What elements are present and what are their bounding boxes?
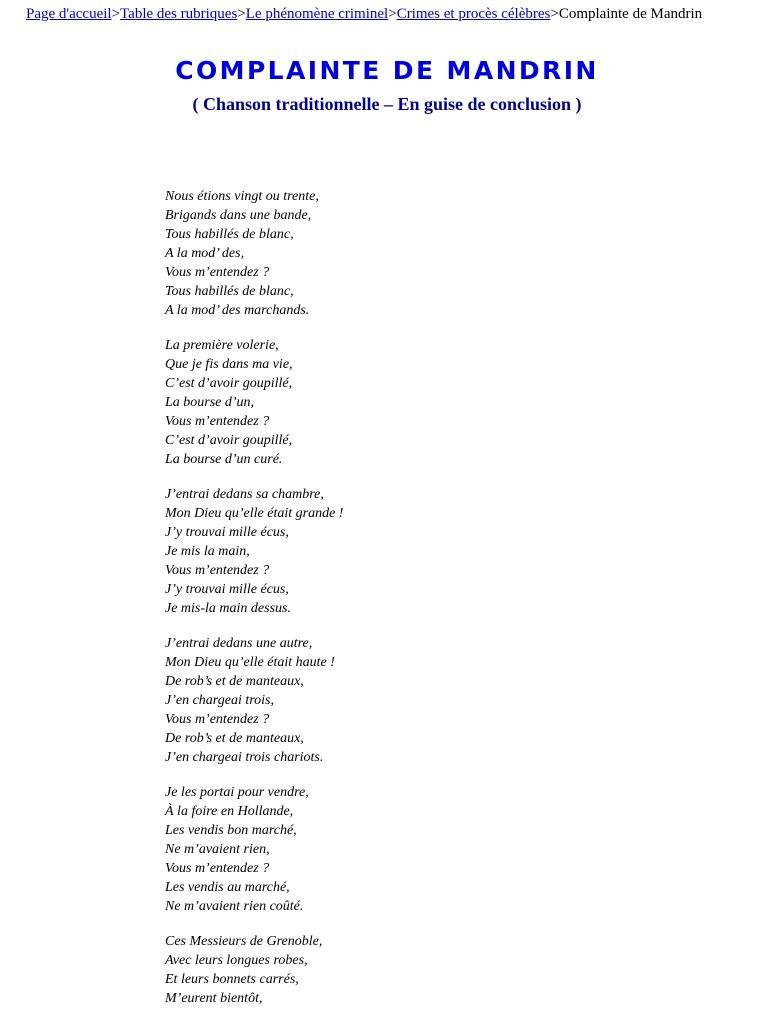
- poem-line: Les vendis au marché,: [165, 880, 290, 895]
- poem-line: La première volerie,: [165, 338, 279, 353]
- poem-line: Mon Dieu qu’elle était haute !: [165, 655, 335, 670]
- poem-line: Vous m’entendez ?: [165, 563, 270, 578]
- poem-line: Tous habillés de blanc,: [165, 227, 294, 242]
- poem-line: J’y trouvai mille écus,: [165, 525, 289, 540]
- page-subtitle: ( Chanson traditionnelle – En guise de conclusion ): [192, 94, 582, 114]
- poem-stanza: [165, 932, 343, 1008]
- poem-line: J’entrai dedans une autre,: [165, 636, 313, 651]
- breadcrumb-separator: >: [550, 6, 559, 22]
- poem-line: Je les portai pour vendre,: [165, 785, 309, 800]
- poem-stanza: [165, 485, 343, 618]
- poem-line: Vous m’entendez ?: [165, 414, 270, 429]
- poem-line: La bourse d’un,: [165, 395, 255, 410]
- breadcrumb-link-criminal-phenomenon[interactable]: Le phénomène criminel: [245, 6, 389, 22]
- poem-line: Ces Messieurs de Grenoble,: [165, 934, 323, 949]
- poem-line: Tous habillés de blanc,: [165, 284, 294, 299]
- poem-line: Ne m’avaient rien coûté.: [165, 899, 304, 914]
- breadcrumb-current: Complainte de Mandrin: [558, 6, 703, 22]
- poem-line: J’y trouvai mille écus,: [165, 582, 289, 597]
- poem-line: De rob’s et de manteaux,: [165, 674, 304, 689]
- poem-line: J’en chargeai trois chariots.: [165, 750, 324, 765]
- breadcrumb: [26, 5, 702, 23]
- breadcrumb-separator: >: [388, 6, 397, 22]
- breadcrumb-link-home[interactable]: Page d'accueil: [26, 6, 112, 22]
- poem-line: La bourse d’un curé.: [165, 452, 283, 467]
- poem-line: C’est d’avoir goupillé,: [165, 433, 293, 448]
- breadcrumb-link-famous-crimes[interactable]: Crimes et procès célèbres: [396, 6, 551, 22]
- poem-line: J’entrai dedans sa chambre,: [165, 487, 324, 502]
- poem-line: Avec leurs longues robes,: [165, 953, 308, 968]
- poem-stanza: [165, 783, 343, 916]
- poem-line: À la foire en Hollande,: [165, 804, 294, 819]
- poem-line: Brigands dans une bande,: [165, 208, 312, 223]
- poem-line: Je mis la main,: [165, 544, 250, 559]
- page-title: COMPLAINTE DE MANDRIN: [175, 56, 599, 85]
- poem-stanza: [165, 336, 343, 469]
- poem-line: A la mod’ des,: [165, 246, 245, 261]
- poem-line: Mon Dieu qu’elle était grande !: [165, 506, 344, 521]
- poem-line: J’en chargeai trois,: [165, 693, 274, 708]
- poem-line: Je mis-la main dessus.: [165, 601, 291, 616]
- poem-stanza: [165, 634, 343, 767]
- breadcrumb-separator: >: [111, 6, 121, 22]
- poem-line: C’est d’avoir goupillé,: [165, 376, 293, 391]
- poem: [165, 187, 343, 1024]
- poem-line: M’eurent bientôt,: [165, 991, 263, 1006]
- breadcrumb-link-table-of-contents[interactable]: Table des rubriques: [120, 6, 238, 22]
- poem-line: De rob’s et de manteaux,: [165, 731, 304, 746]
- poem-line: A la mod’ des marchands.: [165, 303, 310, 318]
- poem-line: Que je fis dans ma vie,: [165, 357, 293, 372]
- breadcrumb-separator: >: [237, 6, 246, 22]
- poem-line: Ne m’avaient rien,: [165, 842, 270, 857]
- poem-line: Vous m’entendez ?: [165, 265, 270, 280]
- poem-line: Les vendis bon marché,: [165, 823, 297, 838]
- poem-line: Nous étions vingt ou trente,: [165, 189, 319, 204]
- poem-line: Vous m’entendez ?: [165, 712, 270, 727]
- poem-line: Et leurs bonnets carrés,: [165, 972, 299, 987]
- poem-line: Vous m’entendez ?: [165, 861, 270, 876]
- poem-stanza: [165, 187, 343, 320]
